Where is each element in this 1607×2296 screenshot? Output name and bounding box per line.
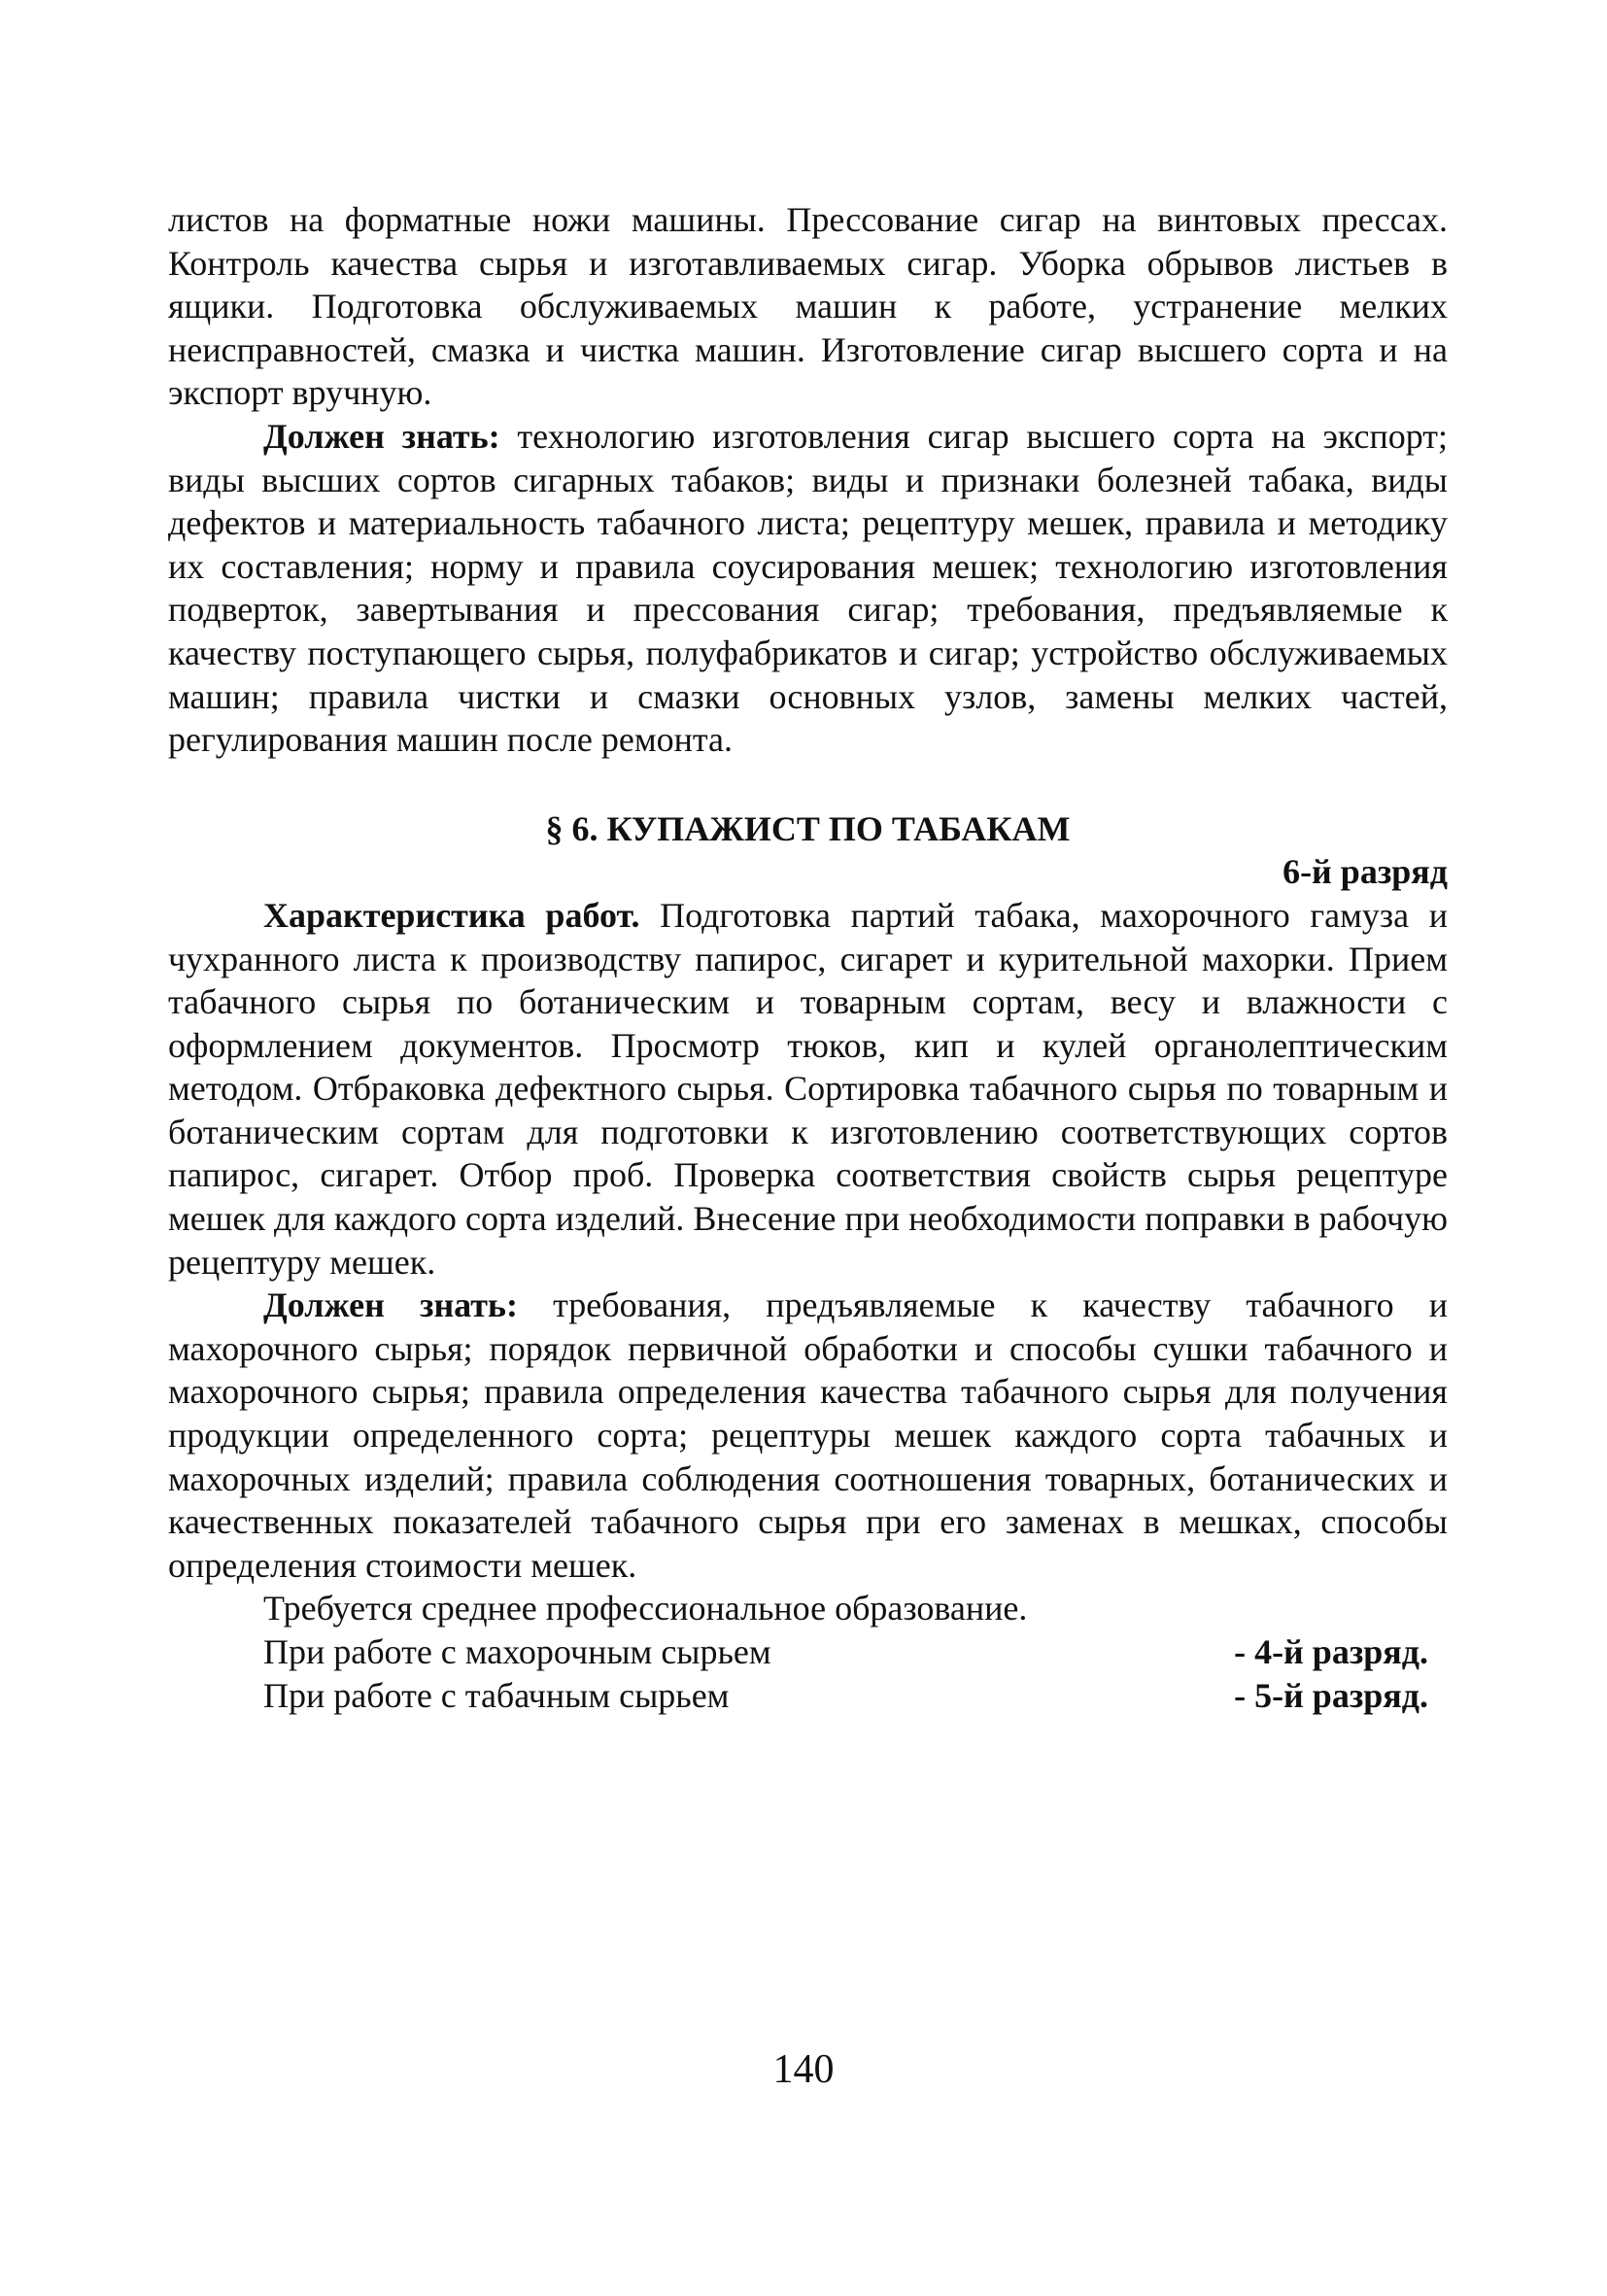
characteristics-label: Характеристика работ. <box>263 895 640 935</box>
continuation-paragraph: листов на форматные ножи машины. Прессование сигар на винтовых прессах. Контроль качества сырья и изготавливаемых сигар. Уборка обрывов листьев в ящики. Подготовка обслуживаемых машин к работе, устранение мелких неисправностей, смазка и чистка машин. Изготовление сигар высшего сорта и на экспорт вручную. <box>168 200 1448 413</box>
condition-line <box>168 1674 1448 1718</box>
rank-label: 6-й разряд <box>1282 852 1448 892</box>
section-knowledge-text: требования, предъявляемые к качеству табачного и махорочного сырья; порядок первичной обработки и способы сушки табачного и махорочного сырья; правила определения качества табачного сырья для получения продукции определенного сорта; рецептуры мешек каждого сорта табачных и махорочных изделий; правила соблюдения соотношения товарных, ботанических и качественных показателей табачного сырья при его заменах в мешках, способы определения стоимости мешек. <box>168 1285 1449 1585</box>
page-number: 140 <box>772 2047 835 2092</box>
knowledge-paragraph <box>168 415 1448 762</box>
section-knowledge-paragraph <box>168 1284 1448 1587</box>
characteristics-text: Подготовка партий табака, махорочного гамуза и чухранного листа к производству папирос, сигарет и курительной махорки. Прием табачного сырья по ботаническим и товарным сортам, весу и влажности с оформлением документов. Просмотр тюков, кип и кулей органолептическим методом. Отбраковка дефектного сырья. Сортировка табачного сырья по товарным и ботаническим сортам для подготовки к изготовлению соответствующих сортов папирос, сигарет. Отбор проб. Проверка соответствия свойств сырья рецептуре мешек для каждого сорта изделий. Внесение при необходимости поправки в рабочую рецептуру мешек. <box>168 895 1448 1282</box>
education-requirement: Требуется среднее профессиональное образование. <box>263 1589 1028 1628</box>
condition-line <box>168 1630 1448 1674</box>
knowledge-label: Должен знать: <box>263 416 500 456</box>
page-text <box>168 198 1448 1717</box>
condition-rank: - 4-й разряд. <box>1234 1632 1428 1671</box>
knowledge-text: технологию изготовления сигар высшего сорта на экспорт; виды высших сортов сигарных табаков; виды и признаки болезней табака, виды дефектов и материальность табачного листа; рецептуру мешек, правила и методику их составления; норму и правила соусирования мешек; технологию изготовления подверток, завертывания и прессования сигар; требования, предъявляемые к качеству поступающего сырья, полуфабрикатов и сигар; устройство обслуживаемых машин; правила чистки и смазки основных узлов, замены мелких частей, регулирования машин после ремонта. <box>168 416 1448 760</box>
condition-text: При работе с махорочным сырьем <box>263 1632 771 1671</box>
section-knowledge-label: Должен знать: <box>263 1285 518 1325</box>
characteristics-paragraph <box>168 894 1448 1284</box>
condition-text: При работе с табачным сырьем <box>263 1675 730 1715</box>
condition-rank: - 5-й разряд. <box>1234 1675 1428 1715</box>
section-heading: § 6. КУПАЖИСТ ПО ТАБАКАМ <box>545 808 1071 848</box>
